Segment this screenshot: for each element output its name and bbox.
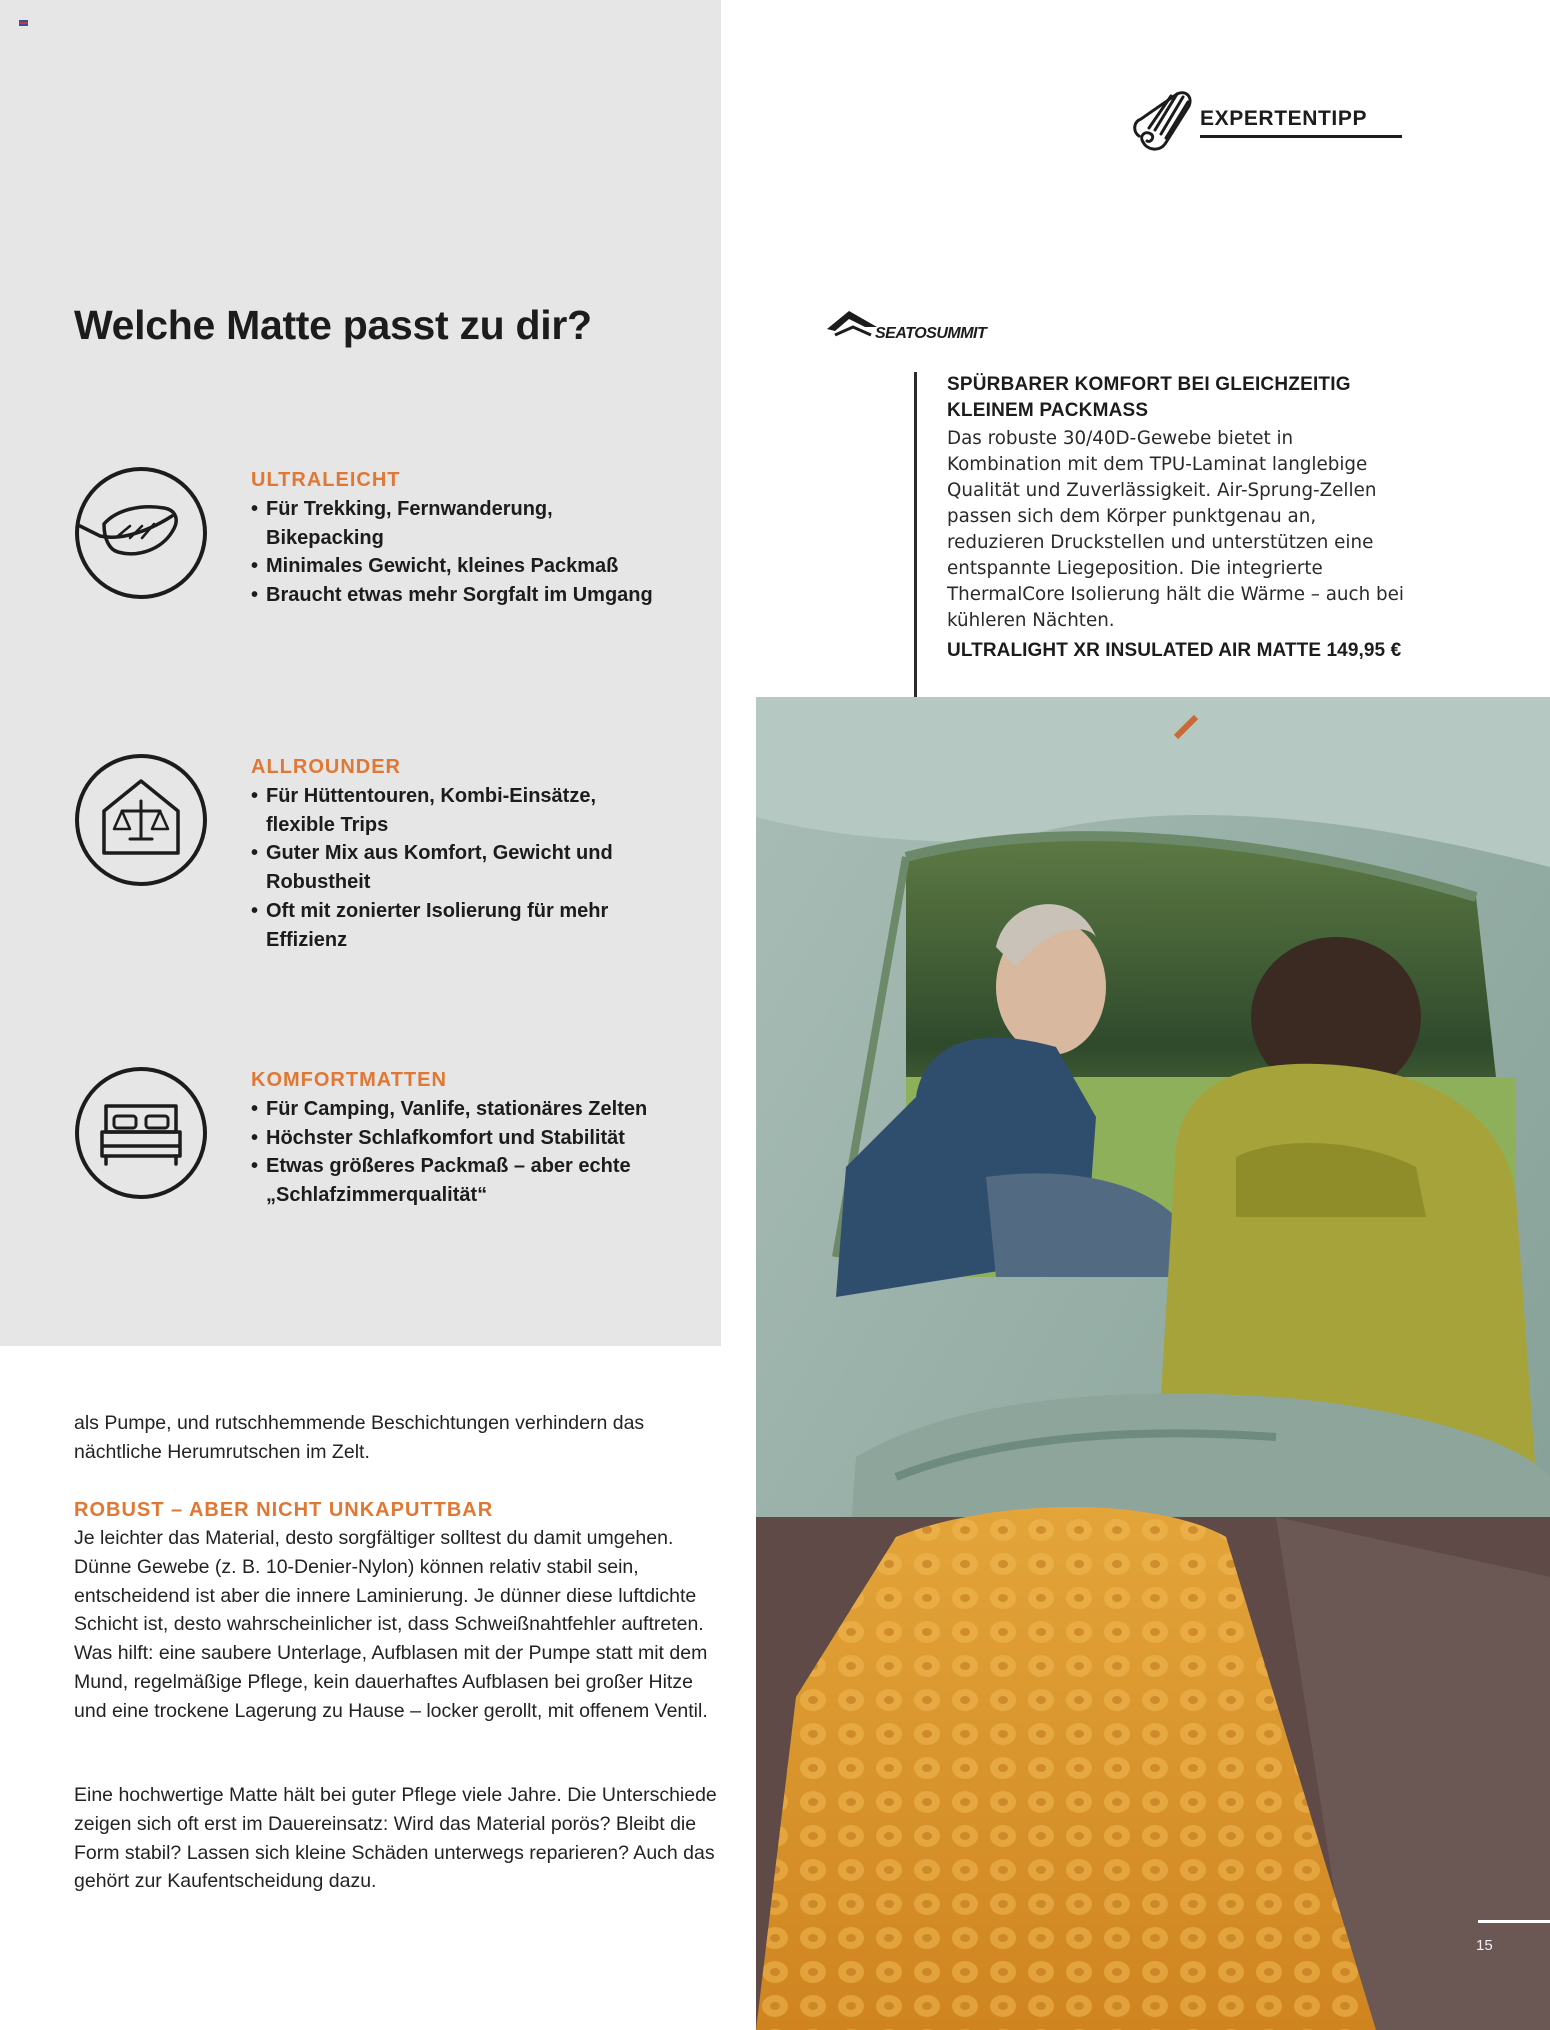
article-intro: [74, 1409, 724, 1467]
article-paragraph: Je leichter das Material, desto sorgfältiger solltest du damit umgehen. Dünne Gewebe (z. B. 10-Denier-Nylon) können relativ stabil sein, entscheidend ist aber die innere Laminierung. Je dünner diese luftdichte Schicht ist, desto wahrscheinlicher ist, dass Schweißnahtfehler auftreten. Was hilft: eine saubere Unterlage, Aufblasen mit der Pumpe statt mit dem Mund, regelmäßige Pflege, kein dauerhaftes Aufblasen bei großer Hitze und eine trockene Lagerung zu Hause – locker gerollt, mit offenem Ventil.: [74, 1527, 708, 1722]
mat-bullet: • Für Camping, Vanlife, stationäres Zelten: [251, 1095, 701, 1124]
house-scale-icon: [74, 753, 208, 887]
expert-tip-label: EXPERTENTIPP: [1200, 107, 1368, 130]
mat-bullets: [251, 782, 701, 954]
tent-photo: [756, 697, 1550, 2030]
mat-bullet: • Guter Mix aus Komfort, Gewicht und Robustheit: [251, 839, 701, 896]
bed-icon: [74, 1066, 208, 1200]
mat-bullet: • Braucht etwas mehr Sorgfalt im Umgang: [251, 581, 701, 610]
article-paragraph: Eine hochwertige Matte hält bei guter Pflege viele Jahre. Die Unterschiede zeigen sich oft erst im Dauereinsatz: Wird das Material porös? Bleibt die Form stabil? Lassen sich kleine Schäden unterwegs reparieren? Auch das gehört zur Kaufentscheidung dazu.: [74, 1784, 717, 1893]
mat-bullets: [251, 495, 701, 610]
mat-heading: ALLROUNDER: [251, 756, 401, 778]
mat-bullet: • Oft mit zonierter Isolierung für mehr Effizienz: [251, 897, 701, 954]
mat-bullet: • Etwas größeres Packmaß – aber echte „Schlafzimmerqualität“: [251, 1152, 701, 1209]
mat-heading: KOMFORTMATTEN: [251, 1069, 447, 1091]
tip-divider: [914, 372, 917, 697]
product-tip: [947, 372, 1407, 664]
brand-logo: [825, 307, 1015, 347]
article-closing: [74, 1781, 724, 1896]
section-heading: ROBUST – ABER NICHT UNKAPUTTBAR: [74, 1499, 494, 1521]
brand-name: SEATOSUMMIT: [875, 325, 987, 342]
expert-tip-badge: [1125, 86, 1405, 156]
article-intro-text: als Pumpe, und rutschhemmende Beschichtungen verhindern das nächtliche Herumrutschen im Zelt.: [74, 1412, 645, 1463]
mat-bullets: [251, 1095, 701, 1210]
tip-heading: SPÜRBARER KOMFORT BEI GLEICHZEITIG KLEINEM PACKMASS: [947, 374, 1351, 421]
mat-bullet: • Für Hüttentouren, Kombi-Einsätze, flexible Trips: [251, 782, 701, 839]
mat-heading: ULTRALEICHT: [251, 469, 401, 491]
mat-bullet: • Höchster Schlafkomfort und Stabilität: [251, 1124, 701, 1153]
rolled-mat-icon: [1125, 86, 1197, 156]
mat-bullet: • Für Trekking, Fernwanderung, Bikepacking: [251, 495, 701, 552]
tip-body: Das robuste 30/40D-Gewebe bietet in Kombination mit dem TPU-Laminat langlebige Qualität und Zuverlässigkeit. Air-Sprung-Zellen passen sich dem Körper punktgenau an, reduzieren Druckstellen und unterstützen eine entspannte Liegeposition. Die integrierte ThermalCore Isolierung hält die Wärme – auch bei kühleren Nächten.: [947, 428, 1404, 631]
article-section: [74, 1496, 724, 1726]
mat-bullet: • Minimales Gewicht, kleines Packmaß: [251, 552, 701, 581]
feather-icon: [74, 466, 208, 600]
corner-flag-mark: [19, 20, 28, 26]
tip-product-price: ULTRALIGHT XR INSULATED AIR MATTE 149,95 €: [947, 640, 1402, 661]
page-title: Welche Matte passt zu dir?: [74, 302, 592, 348]
page-number: 15: [1476, 1937, 1493, 1954]
expert-tip-underline: [1200, 135, 1402, 138]
page-number-rule: [1478, 1920, 1550, 1923]
